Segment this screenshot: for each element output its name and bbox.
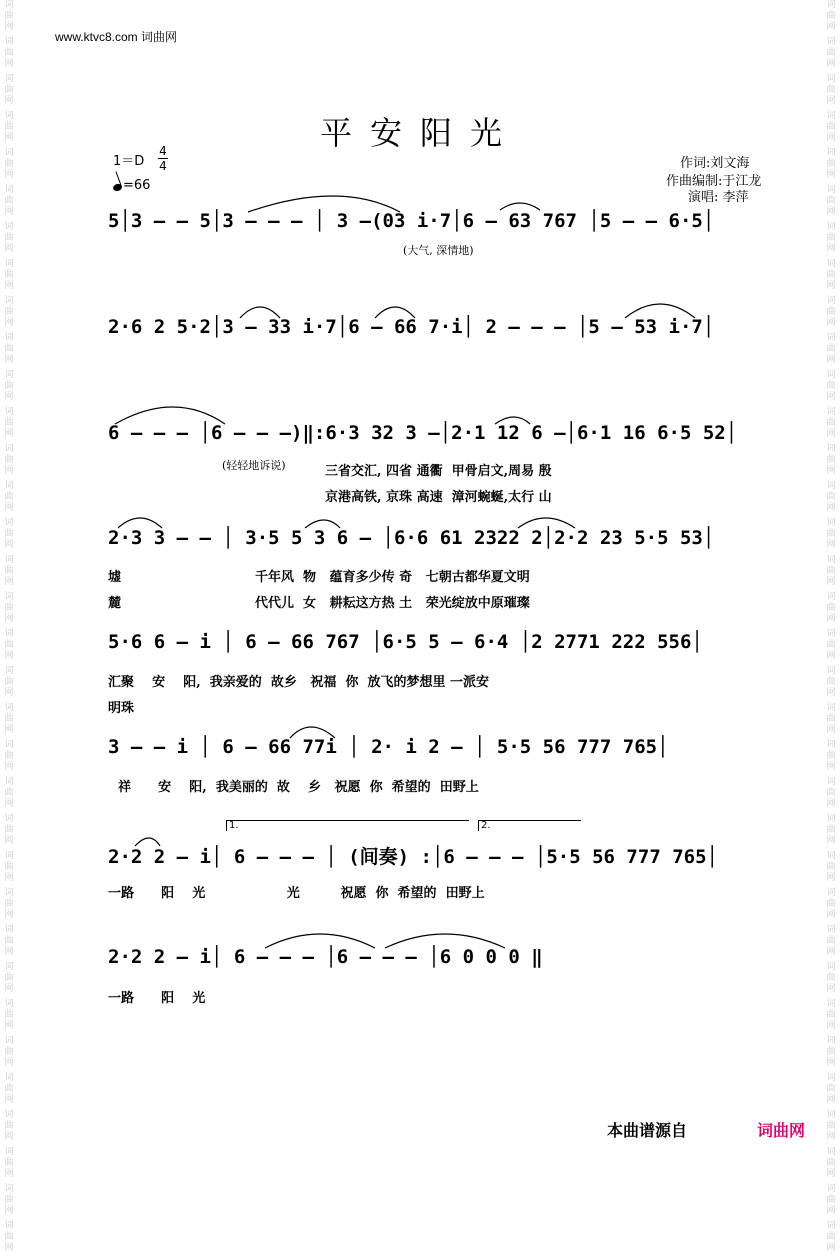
watermark-char: 词	[4, 962, 14, 972]
watermark-char: 曲	[4, 603, 14, 613]
watermark-char: 词	[826, 296, 836, 306]
watermark-char: 网	[4, 133, 14, 143]
watermark-char: 网	[4, 429, 14, 439]
watermark-char: 词	[4, 1073, 14, 1083]
watermark-char: 网	[826, 392, 836, 402]
watermark-char: 网	[4, 318, 14, 328]
lyric-row-8: 一路 阳 光	[108, 991, 206, 1006]
watermark-char: 网	[826, 540, 836, 550]
watermark-char: 词	[826, 333, 836, 343]
watermark-char: 网	[826, 1243, 836, 1253]
watermark-char: 曲	[826, 85, 836, 95]
watermark-char: 曲	[826, 1232, 836, 1242]
watermark-char: 曲	[826, 1121, 836, 1131]
score-row-2: 2·6 2 5·2│3 – 33 i·7│6 – 66 7·i│ 2 – – – │5 – 53 i·7│	[108, 316, 715, 338]
watermark-char: 曲	[826, 714, 836, 724]
watermark-char: 网	[826, 244, 836, 254]
watermark-char: 网	[826, 651, 836, 661]
key-signature: 1＝D	[113, 154, 145, 169]
volta-second: 2.	[478, 820, 581, 831]
footer-source-label: 本曲谱源自	[607, 1121, 688, 1140]
watermark-char: 曲	[4, 566, 14, 576]
watermark-char: 曲	[4, 936, 14, 946]
watermark-char: 曲	[4, 1121, 14, 1131]
watermark-char: 网	[826, 873, 836, 883]
watermark-char: 网	[4, 244, 14, 254]
lyric-row-3b: 京港高铁, 京珠 高速 漳河蜿蜒,太行 山	[325, 490, 552, 505]
watermark-char: 网	[4, 540, 14, 550]
tempo-marking	[113, 178, 150, 193]
time-signature	[158, 144, 168, 173]
watermark-char: 词	[826, 777, 836, 787]
slur-row1-b	[500, 203, 540, 210]
watermark-char: 词	[4, 851, 14, 861]
watermark-char: 网	[4, 22, 14, 32]
score-row-4: 2·3 3 – – │ 3·5 5 3 6 – │6·6 61 2322 2│2·2 23 5·5 53│	[108, 527, 715, 549]
watermark-char: 网	[826, 1169, 836, 1179]
watermark-char: 词	[826, 481, 836, 491]
lyric-row-6: 祥 安 阳, 我美丽的 故 乡 祝愿 你 希望的 田野上	[118, 780, 479, 795]
watermark-char: 词	[4, 666, 14, 676]
lyric-row-7: 一路 阳 光 光 祝愿 你 希望的 田野上	[108, 886, 485, 901]
watermark-char: 曲	[826, 788, 836, 798]
time-denominator: 4	[159, 159, 167, 173]
watermark-char: 网	[4, 725, 14, 735]
watermark-char: 曲	[826, 196, 836, 206]
watermark-char: 曲	[826, 381, 836, 391]
watermark-char: 曲	[4, 1084, 14, 1094]
watermark-char: 网	[826, 910, 836, 920]
watermark-char: 网	[826, 170, 836, 180]
watermark-char: 词	[4, 888, 14, 898]
watermark-char: 曲	[4, 825, 14, 835]
watermark-char: 网	[826, 207, 836, 217]
watermark-char: 曲	[4, 899, 14, 909]
watermark-char: 曲	[4, 1047, 14, 1057]
watermark-char: 曲	[826, 455, 836, 465]
watermark-char: 词	[4, 37, 14, 47]
watermark-char: 词	[826, 555, 836, 565]
watermark-char: 网	[826, 762, 836, 772]
song-title: 平安阳光	[319, 114, 520, 152]
watermark-char: 词	[826, 925, 836, 935]
watermark-char: 曲	[4, 1195, 14, 1205]
watermark-char: 网	[4, 96, 14, 106]
watermark-char: 网	[4, 577, 14, 587]
score-row-1: 5│3 – – 5│3 – – – │ 3 –(03 i·7│6 – 63 767 │5 – – 6·5│	[108, 210, 715, 232]
watermark-char: 曲	[4, 1158, 14, 1168]
time-numerator: 4	[159, 144, 167, 158]
watermark-char: 词	[826, 370, 836, 380]
watermark-char: 网	[826, 22, 836, 32]
watermark-char: 网	[4, 466, 14, 476]
watermark-char: 曲	[826, 1195, 836, 1205]
watermark-char: 词	[4, 296, 14, 306]
watermark-char: 网	[4, 355, 14, 365]
watermark-char: 网	[4, 947, 14, 957]
watermark-char: 曲	[826, 159, 836, 169]
watermark-char: 曲	[4, 751, 14, 761]
watermark-char: 词	[826, 259, 836, 269]
composer: 作曲编制:于江龙	[666, 174, 762, 189]
watermark-char: 曲	[4, 11, 14, 21]
site-url[interactable]: www.ktvc8.com 词曲网	[55, 30, 178, 44]
watermark-char: 网	[826, 133, 836, 143]
watermark-char: 词	[4, 185, 14, 195]
tempo-value: =66	[123, 178, 151, 193]
watermark-char: 网	[4, 1132, 14, 1142]
watermark-char: 网	[826, 1021, 836, 1031]
watermark-char: 词	[4, 1147, 14, 1157]
watermark-char: 网	[826, 281, 836, 291]
watermark-char: 网	[826, 429, 836, 439]
watermark-char: 网	[4, 1095, 14, 1105]
watermark-char: 词	[826, 592, 836, 602]
watermark-char: 词	[826, 999, 836, 1009]
watermark-char: 曲	[826, 344, 836, 354]
watermark-char: 网	[4, 984, 14, 994]
watermark-char: 曲	[4, 122, 14, 132]
watermark-char: 网	[826, 1132, 836, 1142]
footer-brand-link[interactable]: 词曲网	[757, 1121, 806, 1140]
watermark-char: 词	[826, 111, 836, 121]
watermark-char: 词	[826, 1110, 836, 1120]
watermark-char: 曲	[4, 529, 14, 539]
lyric-row-5a: 汇聚 安 阳, 我亲爱的 故乡 祝福 你 放飞的梦想里 一派安	[108, 675, 490, 690]
watermark-char: 词	[826, 407, 836, 417]
watermark-char: 词	[826, 814, 836, 824]
watermark-char: 曲	[4, 307, 14, 317]
watermark-char: 网	[826, 466, 836, 476]
watermark-char: 词	[826, 518, 836, 528]
volta-first: 1.	[226, 820, 469, 831]
watermark-char: 词	[826, 185, 836, 195]
watermark-char: 曲	[826, 270, 836, 280]
watermark-char: 曲	[4, 159, 14, 169]
watermark-char: 网	[4, 207, 14, 217]
watermark-char: 词	[826, 740, 836, 750]
watermark-char: 曲	[4, 48, 14, 58]
watermark-char: 词	[4, 74, 14, 84]
watermark-char: 词	[4, 518, 14, 528]
watermark-char: 曲	[826, 307, 836, 317]
watermark-char: 词	[826, 888, 836, 898]
watermark-char: 网	[4, 614, 14, 624]
watermark-char: 曲	[826, 973, 836, 983]
lyricist: 作词:刘文海	[680, 156, 750, 171]
watermark-char: 网	[4, 1169, 14, 1179]
watermark-char: 词	[4, 111, 14, 121]
watermark-char: 网	[4, 799, 14, 809]
watermark-char: 词	[826, 444, 836, 454]
watermark-char: 曲	[826, 677, 836, 687]
watermark-char: 曲	[4, 344, 14, 354]
watermark-char: 词	[4, 148, 14, 158]
watermark-char: 网	[4, 392, 14, 402]
watermark-char: 曲	[826, 122, 836, 132]
watermark-char: 曲	[826, 640, 836, 650]
watermark-char: 词	[4, 592, 14, 602]
lyric-row-3a: 三省交汇, 四省 通衢 甲骨启文,周易 殷	[325, 464, 552, 479]
watermark-char: 曲	[826, 1010, 836, 1020]
watermark-char: 词	[4, 814, 14, 824]
watermark-char: 网	[826, 688, 836, 698]
watermark-char: 曲	[4, 492, 14, 502]
watermark-char: 词	[4, 1184, 14, 1194]
watermark-char: 词	[4, 0, 14, 10]
watermark-char: 词	[826, 1036, 836, 1046]
watermark-char: 词	[826, 222, 836, 232]
watermark-char: 网	[826, 725, 836, 735]
watermark-char: 曲	[4, 418, 14, 428]
watermark-char: 网	[4, 503, 14, 513]
score-row-6: 3 – – i │ 6 – 66 77i │ 2· i 2 – │ 5·5 56 777 765│	[108, 736, 669, 758]
watermark-char: 网	[826, 799, 836, 809]
watermark-char: 曲	[826, 825, 836, 835]
watermark-char: 曲	[4, 677, 14, 687]
watermark-char: 网	[4, 910, 14, 920]
watermark-char: 曲	[826, 1084, 836, 1094]
watermark-char: 网	[826, 947, 836, 957]
watermark-left	[2, 0, 16, 1253]
expression-first: (大气, 深情地)	[403, 244, 474, 257]
watermark-char: 曲	[826, 529, 836, 539]
watermark-char: 网	[4, 59, 14, 69]
watermark-char: 网	[826, 836, 836, 846]
watermark-char: 曲	[826, 566, 836, 576]
watermark-char: 曲	[826, 862, 836, 872]
watermark-char: 曲	[826, 1047, 836, 1057]
watermark-char: 词	[4, 555, 14, 565]
watermark-char: 曲	[826, 233, 836, 243]
watermark-char: 网	[826, 577, 836, 587]
watermark-char: 网	[4, 170, 14, 180]
watermark-char: 曲	[826, 492, 836, 502]
watermark-char: 词	[4, 999, 14, 1009]
watermark-char: 网	[4, 1243, 14, 1253]
lyric-row-5b: 明珠	[108, 701, 135, 716]
watermark-char: 网	[4, 651, 14, 661]
watermark-char: 曲	[4, 640, 14, 650]
watermark-char: 网	[4, 1058, 14, 1068]
watermark-char: 曲	[826, 899, 836, 909]
watermark-char: 曲	[4, 1232, 14, 1242]
watermark-char: 曲	[4, 270, 14, 280]
lyric-row-4b-start: 麓	[108, 596, 122, 611]
watermark-char: 网	[4, 281, 14, 291]
watermark-char: 词	[826, 629, 836, 639]
lyric-row-4b: 代代儿 女 耕耘这方热 土 荣光绽放中原璀璨	[255, 596, 530, 611]
watermark-char: 词	[4, 222, 14, 232]
watermark-char: 曲	[826, 936, 836, 946]
watermark-char: 网	[826, 984, 836, 994]
watermark-char: 词	[826, 851, 836, 861]
score-row-3: 6 – – – │6 – – –)‖:6·3 32 3 –│2·1 12 6 –│6·1 16 6·5 52│	[108, 422, 738, 444]
watermark-char: 词	[826, 703, 836, 713]
watermark-char: 词	[826, 1147, 836, 1157]
watermark-char: 词	[4, 703, 14, 713]
watermark-char: 词	[826, 74, 836, 84]
watermark-char: 网	[4, 836, 14, 846]
watermark-char: 曲	[4, 788, 14, 798]
watermark-char: 词	[4, 740, 14, 750]
watermark-char: 网	[826, 614, 836, 624]
watermark-char: 网	[4, 1021, 14, 1031]
expression-second: (轻轻地诉说)	[222, 459, 286, 472]
watermark-char: 词	[4, 777, 14, 787]
watermark-char: 网	[826, 59, 836, 69]
watermark-char: 词	[4, 629, 14, 639]
watermark-char: 网	[4, 1206, 14, 1216]
watermark-char: 网	[4, 688, 14, 698]
watermark-char: 词	[826, 1073, 836, 1083]
watermark-char: 词	[4, 1110, 14, 1120]
watermark-char: 网	[4, 873, 14, 883]
watermark-char: 词	[4, 1036, 14, 1046]
watermark-char: 词	[4, 407, 14, 417]
watermark-right	[824, 0, 838, 1253]
watermark-char: 网	[826, 503, 836, 513]
watermark-char: 词	[4, 481, 14, 491]
watermark-char: 词	[826, 37, 836, 47]
watermark-char: 词	[4, 259, 14, 269]
watermark-char: 曲	[826, 1158, 836, 1168]
watermark-char: 词	[4, 1221, 14, 1231]
watermark-char: 词	[826, 1221, 836, 1231]
score-row-8: 2·2 2 – i│ 6 – – – │6 – – – │6 0 0 0 ‖	[108, 946, 543, 968]
watermark-char: 词	[4, 444, 14, 454]
watermark-char: 曲	[4, 85, 14, 95]
watermark-char: 词	[826, 1184, 836, 1194]
watermark-char: 曲	[4, 233, 14, 243]
watermark-char: 曲	[4, 973, 14, 983]
score-row-7: 2·2 2 – i│ 6 – – – │ (间奏) :│6 – – – │5·5 56 777 765│	[108, 846, 718, 868]
watermark-char: 曲	[826, 11, 836, 21]
watermark-char: 曲	[826, 48, 836, 58]
watermark-char: 词	[4, 370, 14, 380]
lyric-row-4a: 千年风 物 蕴育多少传 奇 七朝古都华夏文明	[255, 570, 530, 585]
watermark-char: 曲	[4, 455, 14, 465]
watermark-char: 曲	[4, 862, 14, 872]
watermark-char: 网	[826, 96, 836, 106]
watermark-char: 网	[4, 762, 14, 772]
score-row-5: 5·6 6 – i │ 6 – 66 767 │6·5 5 – 6·4 │2 2771 222 556│	[108, 631, 703, 653]
watermark-char: 网	[826, 355, 836, 365]
watermark-char: 曲	[826, 418, 836, 428]
watermark-char: 曲	[4, 714, 14, 724]
watermark-char: 曲	[4, 196, 14, 206]
watermark-char: 词	[4, 925, 14, 935]
watermark-char: 词	[826, 666, 836, 676]
singer: 演唱: 李萍	[688, 190, 749, 205]
watermark-char: 曲	[4, 1010, 14, 1020]
watermark-char: 词	[826, 148, 836, 158]
watermark-char: 网	[826, 318, 836, 328]
watermark-char: 网	[826, 1206, 836, 1216]
watermark-char: 曲	[826, 603, 836, 613]
lyric-row-4a-start: 墟	[108, 570, 122, 585]
watermark-char: 曲	[4, 381, 14, 391]
watermark-char: 曲	[826, 751, 836, 761]
watermark-char: 网	[826, 1058, 836, 1068]
watermark-char: 词	[826, 962, 836, 972]
watermark-char: 词	[4, 333, 14, 343]
quarter-note-icon	[112, 183, 123, 193]
watermark-char: 词	[826, 0, 836, 10]
watermark-char: 网	[826, 1095, 836, 1105]
